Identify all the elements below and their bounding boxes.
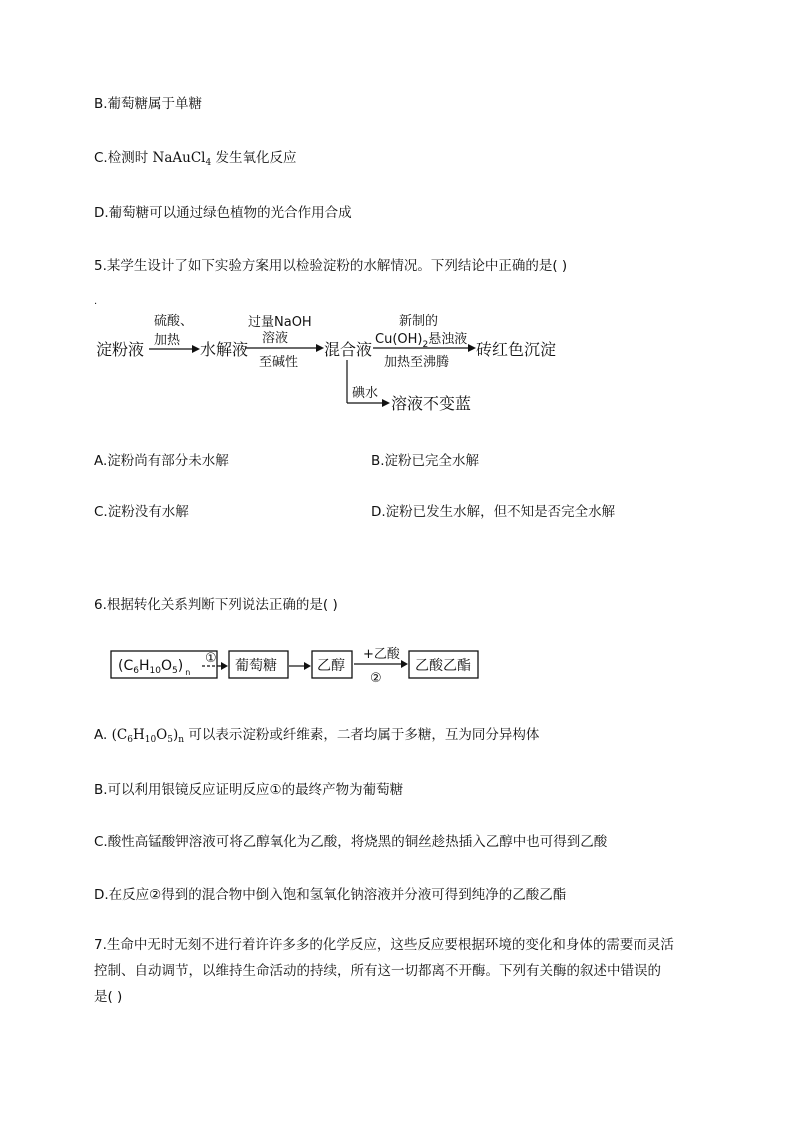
chain-step2-top: +乙酸 (363, 647, 400, 662)
q5-option-b: B.淀粉已完全水解 (371, 453, 480, 469)
q4-option-b: B.葡萄糖属于单糖 (94, 96, 203, 112)
flow-step3-top: 新制的 (399, 314, 439, 329)
chain-c: (C (118, 658, 134, 674)
chain-o-sub: 5 (172, 666, 178, 676)
q6-a-h: H (132, 727, 145, 743)
chain-arrowhead-2 (304, 662, 311, 670)
chain-h: H (138, 658, 150, 674)
q6-option-a-formula (112, 727, 184, 743)
q7-line-3: 是( ) (94, 989, 123, 1005)
chain-box-4-label: 乙酸乙酯 (415, 658, 471, 674)
flow-step3-reagent (375, 331, 467, 350)
chain-arrowhead-3 (401, 660, 408, 668)
chain-n: n (185, 668, 191, 677)
flow-result1: 砖红色沉淀 (476, 340, 557, 359)
flow-branch-reagent: 碘水 (352, 386, 379, 401)
q6-a-c-sub: 6 (127, 735, 133, 745)
chain-box-2-label: 葡萄糖 (235, 658, 277, 674)
flow-step3-bottom: 加热至沸腾 (384, 355, 450, 370)
flow-arrowhead-3 (468, 344, 476, 352)
q6-option-b: B.可以利用银镜反应证明反应①的最终产物为葡萄糖 (94, 782, 404, 798)
flow-cuoh: Cu(OH) (375, 332, 423, 347)
flow-start: 淀粉液 (96, 340, 145, 359)
stray-dot: . (94, 296, 98, 307)
flow-hydrolysate: 水解液 (200, 340, 249, 359)
flow-mixture: 混合液 (324, 340, 373, 359)
chain-c-sub: 6 (133, 666, 139, 676)
flow-step2-top2: 溶液 (262, 331, 289, 346)
flow-cuoh-sub: 2 (422, 340, 429, 350)
q4-option-d: D.葡萄糖可以通过绿色植物的光合作用合成 (94, 205, 352, 221)
q6-a-h-sub: 10 (144, 735, 157, 745)
q5-option-d: D.淀粉已发生水解，但不知是否完全水解 (371, 504, 616, 520)
q6-option-d: D.在反应②得到的混合物中倒入饱和氢氧化钠溶液并分液可得到纯净的乙酸乙酯 (94, 887, 567, 903)
q5-option-c: C.淀粉没有水解 (94, 504, 189, 520)
q7-line-1: 7.生命中无时无刻不进行着许许多多的化学反应，这些反应要根据环境的变化和身体的需要而灵活 (94, 937, 674, 953)
flow-step2-top1: 过量NaOH (248, 315, 312, 330)
flow-cuoh-tail: 悬浊液 (428, 332, 468, 347)
q6-chain-diagram (106, 642, 486, 688)
chain-box-3-label: 乙醇 (317, 658, 345, 674)
chain-o: O (160, 658, 172, 674)
q7-line-2: 控制、自动调节，以维持生命活动的持续，所有这一切都离不开酶。下列有关酶的叙述中错误的 (94, 963, 661, 979)
flow-step1-bottom: 加热 (154, 333, 181, 348)
chain-arrowhead-1 (221, 662, 228, 670)
q5-flow-diagram (94, 308, 574, 418)
flow-arrowhead-1 (192, 345, 200, 353)
q4-option-c-prefix: C.检测时 (94, 150, 153, 166)
flow-step2-bottom: 至碱性 (259, 355, 299, 370)
q4-option-c-suffix: 发生氧化反应 (211, 150, 297, 166)
flow-step1-top: 硫酸、 (154, 314, 194, 329)
chain-step1: ① (205, 651, 217, 666)
q6-option-a-text: 可以表示淀粉或纤维素，二者均属于多糖，互为同分异构体 (184, 727, 540, 743)
chain-box-1-formula (118, 658, 190, 677)
chain-step2-bottom: ② (370, 671, 382, 686)
q4-option-c-sub: 4 (205, 158, 212, 168)
q6-a-o: O (156, 727, 168, 743)
q6-a-o-sub: 5 (167, 735, 173, 745)
flow-arrowhead-2 (316, 344, 324, 352)
q5-stem: 5.某学生设计了如下实验方案用以检验淀粉的水解情况。下列结论中正确的是( ) (94, 258, 568, 274)
q5-option-a: A.淀粉尚有部分未水解 (94, 453, 229, 469)
q6-stem: 6.根据转化关系判断下列说法正确的是( ) (94, 597, 338, 613)
flow-result2: 溶液不变蓝 (391, 394, 472, 413)
q6-option-a (94, 725, 539, 750)
flow-arrowhead-4 (382, 399, 390, 407)
q6-a-c: (C (111, 727, 128, 743)
q6-a-paren: ) (172, 727, 179, 743)
q4-option-c-formula: NaAuCl (152, 150, 206, 166)
chain-paren: ) (177, 658, 184, 674)
q6-a-n: n (178, 735, 185, 745)
chain-h-sub: 10 (149, 666, 161, 676)
q6-option-c: C.酸性高锰酸钾溶液可将乙醇氧化为乙酸，将烧黑的铜丝趁热插入乙醇中也可得到乙酸 (94, 834, 608, 850)
q4-option-c (94, 148, 297, 173)
q6-option-a-prefix: A. (94, 727, 112, 743)
